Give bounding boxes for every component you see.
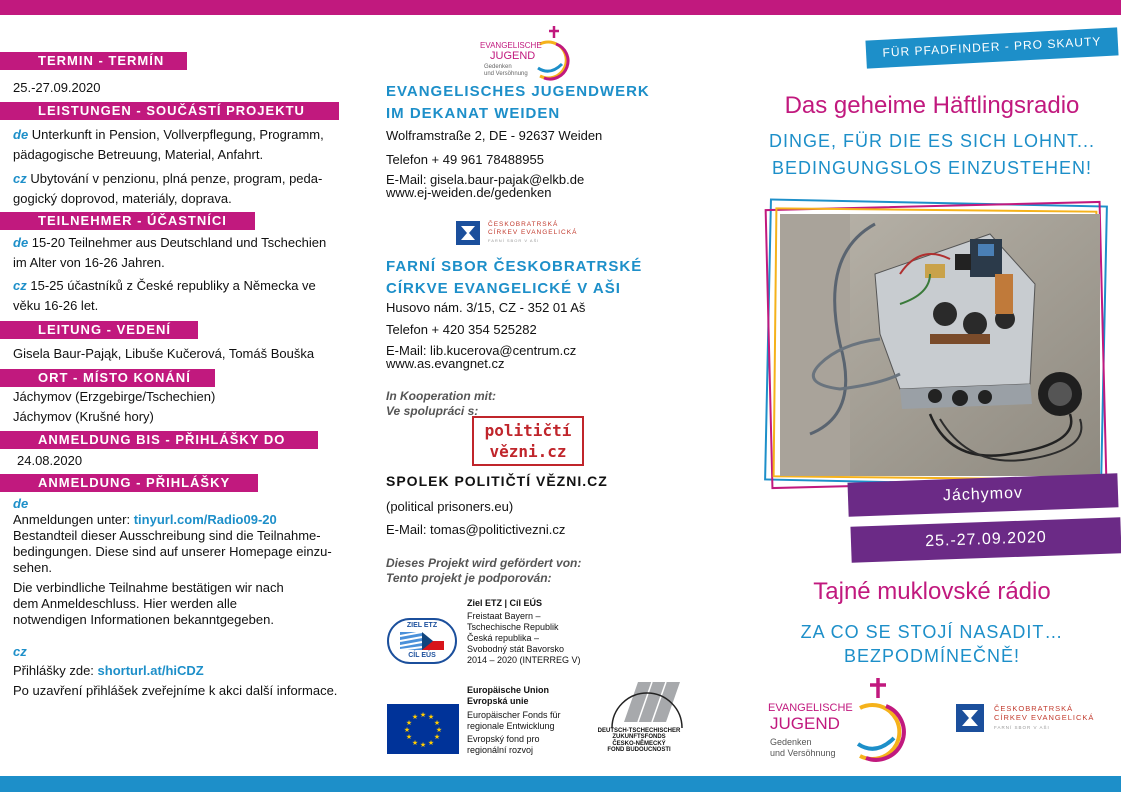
title-de: Das geheime Häftlingsradio	[784, 92, 1080, 119]
lang-de-label: de	[13, 235, 29, 250]
teilnehmer-cz-line2: věku 16-26 let.	[13, 298, 99, 313]
ejw-address: Wolframstraße 2, DE - 92637 Weiden	[386, 128, 603, 143]
svg-text:★: ★	[403, 726, 411, 734]
cooperation-label-cz: Ve spolupráci s:	[386, 404, 479, 418]
evangelische-jugend-logo: EVANGELISCHE JUGEND Gedenken und Versöhnung	[478, 24, 578, 82]
teilnehmer-de-line1: de 15-20 Teilnehmer aus Deutschland und Tschechien	[13, 235, 327, 250]
svg-text:★: ★	[405, 733, 413, 741]
subtitle-cz-line2: BEZPODMÍNEČNĚ!	[843, 646, 1021, 666]
anmeldung-bis-heading: ANMELDUNG BIS - PŘIHLÁŠKY DO	[0, 431, 318, 449]
anmeldung-de-line5: Die verbindliche Teilnahme bestätigen wir nach	[13, 580, 284, 595]
ort-line1: Jáchymov (Erzgebirge/Tschechien)	[13, 389, 216, 404]
pv-email[interactable]: E-Mail: tomas@politictivezni.cz	[386, 522, 566, 537]
ejw-title-line2: IM DEKANAT WEIDEN	[386, 105, 561, 122]
anmeldung-de-line3: bedingungen. Diese sind auf unserer Homepage einzu-	[13, 544, 332, 559]
leitung-value: Gisela Baur-Pająk, Libuše Kučerová, Tomáš Bouška	[13, 346, 315, 361]
svg-text:★: ★	[433, 719, 441, 727]
anmeldung-cz-link[interactable]: shorturl.at/hiCDZ	[97, 663, 204, 678]
anmeldung-de-label: de	[13, 496, 29, 511]
anmeldung-de-line6: dem Anmeldeschluss. Hier werden alle	[13, 596, 237, 611]
svg-text:★: ★	[433, 733, 441, 741]
eu-flag-icon	[387, 704, 459, 754]
evangelische-jugend-logo-large: EVANGELISCHE JUGEND Gedenken und Versöhnung	[768, 676, 918, 762]
anmeldung-heading: ANMELDUNG - PŘIHLÁŠKY	[0, 474, 258, 492]
cooperation-label-de: In Kooperation mit:	[386, 389, 496, 403]
anmeldung-de-line7: notwendigen Informationen bekanntgegeben.	[13, 612, 274, 627]
svg-text:★: ★	[411, 739, 419, 747]
teilnehmer-de-line2: im Alter von 16-26 Jahren.	[13, 255, 165, 270]
chalice-icon	[956, 704, 984, 732]
place-band: Jáchymov	[847, 473, 1118, 516]
anmeldung-de-link[interactable]: tinyurl.com/Radio09-20	[133, 512, 277, 527]
anmeldung-cz-line2: Po uzavření přihlášek zveřejníme k akci další informace.	[13, 683, 338, 698]
termin-heading: TERMIN - TERMÍN	[0, 52, 187, 70]
fund-emblem-icon	[582, 680, 692, 730]
fs-phone: Telefon + 420 354 525282	[386, 322, 537, 337]
funded-label-de: Dieses Projekt wird gefördert von:	[386, 556, 582, 570]
ejw-website[interactable]: www.ej-weiden.de/gedenken	[386, 185, 552, 200]
title-cz: Tajné muklovské rádio	[813, 578, 1051, 605]
pv-title: SPOLEK POLITIČTÍ VĚZNI.CZ	[386, 473, 608, 489]
ort-line2: Jáchymov (Krušné hory)	[13, 409, 154, 424]
fs-title-line2: CÍRKVE EVANGELICKÉ V AŠI	[386, 280, 621, 297]
teilnehmer-cz-line1: cz 15-25 účastníků z České republiky a Německa ve	[13, 278, 316, 293]
politicti-vezni-logo: političtí vězni.cz	[472, 416, 584, 466]
leistungen-heading: LEISTUNGEN - SOUČÁSTÍ PROJEKTU	[0, 102, 339, 120]
leistungen-de-line2: pädagogische Betreuung, Material, Anfahrt.	[13, 147, 264, 162]
svg-text:★: ★	[427, 713, 435, 721]
fs-email[interactable]: E-Mail: lib.kucerova@centrum.cz	[386, 343, 577, 358]
funded-label-cz: Tento projekt je podporován:	[386, 571, 552, 585]
date-band: 25.-27.09.2020	[850, 517, 1121, 562]
anmeldung-de-line1: Anmeldungen unter: tinyurl.com/Radio09-20	[13, 512, 277, 527]
subtitle-de-line2: BEDINGUNGSLOS EINZUSTEHEN!	[771, 158, 1093, 178]
subtitle-cz-line1: ZA CO SE STOJÍ NASADIT…	[800, 622, 1064, 642]
anmeldung-cz-label: cz	[13, 644, 27, 659]
fs-website[interactable]: www.as.evangnet.cz	[386, 356, 505, 371]
lang-cz-label: cz	[13, 171, 27, 186]
chalice-icon	[456, 221, 480, 245]
leistungen-cz-line2: gogický doprovod, materiály, doprava.	[13, 191, 232, 206]
lang-cz-label: cz	[13, 278, 27, 293]
bottom-color-bar	[0, 776, 1121, 792]
ccbe-logo-right: ČESKOBRATRSKÁ CÍRKEV EVANGELICKÁ FARNÍ SBOR V AŠI	[956, 704, 1106, 734]
svg-text:★: ★	[435, 726, 443, 734]
svg-text:★: ★	[419, 711, 427, 719]
anmeldung-cz-line1: Přihlášky zde: shorturl.at/hiCDZ	[13, 663, 204, 678]
secret-radio-photo	[780, 214, 1100, 476]
svg-text:★: ★	[427, 739, 435, 747]
zukunftsfonds-logo: DEUTSCH-TSCHECHISCHER ZUKUNFTSFONDS ČESKO-NĚMECKÝ FOND BUDOUCNOSTI	[582, 680, 692, 758]
svg-text:★: ★	[419, 741, 427, 749]
termin-value: 25.-27.09.2020	[13, 80, 101, 95]
leistungen-cz-line1: cz Ubytování v penzionu, plná penze, program, peda-	[13, 171, 323, 186]
radio-photo-frame	[762, 200, 1112, 490]
fs-address: Husovo nám. 3/15, CZ - 352 01 Aš	[386, 300, 586, 315]
anmeldung-de-line2: Bestandteil dieser Ausschreibung sind die Teilnahme-	[13, 528, 321, 543]
bavaria-czech-flags-icon	[400, 632, 444, 650]
leitung-heading: LEITUNG - VEDENÍ	[0, 321, 198, 339]
lang-de-label: de	[13, 127, 29, 142]
teilnehmer-heading: TEILNEHMER - ÚČASTNÍCI	[0, 212, 255, 230]
ort-heading: ORT - MÍSTO KONÁNÍ	[0, 369, 215, 387]
svg-text:★: ★	[411, 713, 419, 721]
ccbe-logo: ČESKOBRATRSKÁ CÍRKEV EVANGELICKÁ FARNÍ SBOR V AŠI	[456, 220, 596, 246]
ejw-email[interactable]: E-Mail: gisela.baur-pajak@elkb.de	[386, 172, 585, 187]
pv-subtitle: (political prisoners.eu)	[386, 499, 514, 514]
scout-banner: FÜR PFADFINDER - PRO SKAUTY	[865, 27, 1118, 68]
fs-title-line1: FARNÍ SBOR ČESKOBRATRSKÉ	[386, 258, 643, 275]
ejw-title-line1: EVANGELISCHES JUGENDWERK	[386, 83, 650, 100]
anmeldung-bis-value: 24.08.2020	[17, 453, 83, 468]
ziel-etz-badge: ZIEL ETZ CÍL EÚS	[387, 618, 457, 664]
leistungen-de-line1: de Unterkunft in Pension, Vollverpflegung, Programm,	[13, 127, 324, 142]
ejw-phone: Telefon + 49 961 78488955	[386, 152, 544, 167]
anmeldung-de-line4: sehen.	[13, 560, 53, 575]
top-color-bar	[0, 0, 1121, 15]
svg-text:★: ★	[405, 719, 413, 727]
subtitle-de-line1: DINGE, FÜR DIE ES SICH LOHNT...	[768, 131, 1096, 151]
